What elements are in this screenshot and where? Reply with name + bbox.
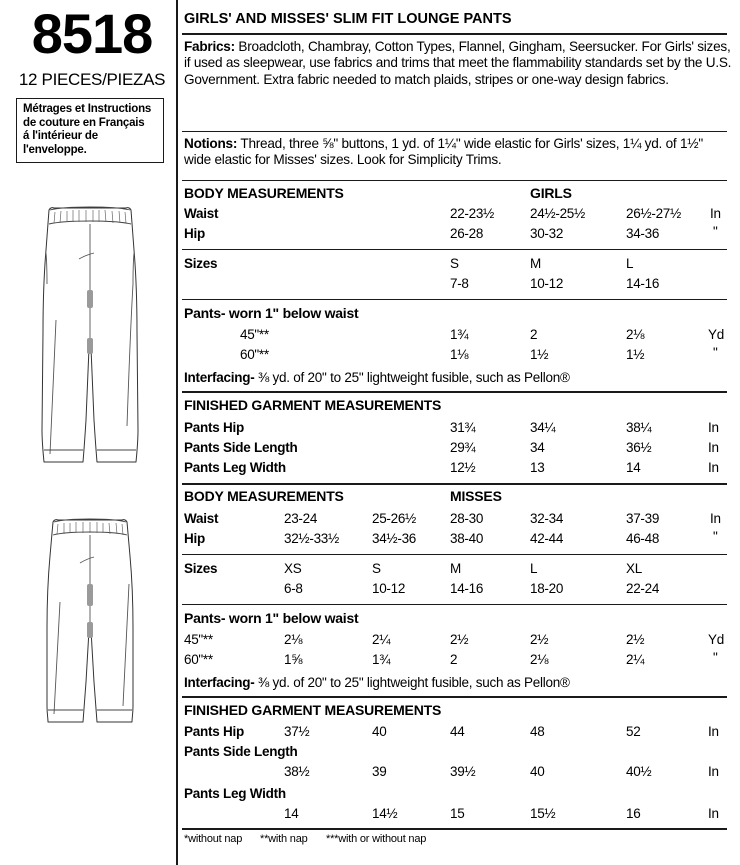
divider-misses-body xyxy=(182,554,727,555)
girls-finished-hip-unit: In xyxy=(708,420,719,435)
misses-size-code-xs: XS xyxy=(284,561,302,576)
girls-finished-leg-label: Pants Leg Width xyxy=(184,460,286,475)
misses-yardage-45-m: 2½ xyxy=(450,632,469,647)
misses-yardage-60-m: 2 xyxy=(450,652,458,667)
misses-yardage-60-l: 2⅛ xyxy=(530,652,549,667)
french-note-line-4: l'enveloppe. xyxy=(23,143,87,156)
misses-interfacing-line xyxy=(184,675,570,690)
misses-yardage-45-width xyxy=(184,632,213,647)
girls-interfacing-text: ⅜ yd. of 20" to 25" lightweight fusible, such as Pellon® xyxy=(254,370,570,385)
misses-yardage-45-s: 2¼ xyxy=(372,632,391,647)
girls-finished-hip-m: 34¼ xyxy=(530,420,556,435)
girls-yardage-60-width xyxy=(240,347,269,362)
misses-size-code-xl: XL xyxy=(626,561,642,576)
girls-interfacing-line xyxy=(184,370,570,385)
french-note-line-2: de couture en Français xyxy=(23,116,145,129)
girls-hip-m: 30-32 xyxy=(530,226,564,241)
girls-size-code-l: L xyxy=(626,256,634,271)
girls-body-measurements-heading: BODY MEASUREMENTS xyxy=(184,185,344,201)
misses-finished-hip-m: 44 xyxy=(450,724,465,739)
misses-finished-hip-xl: 52 xyxy=(626,724,641,739)
misses-yardage-60-s: 1¾ xyxy=(372,652,391,667)
girls-yardage-60-l: 1½ xyxy=(626,347,645,362)
girls-finished-leg-m: 13 xyxy=(530,460,545,475)
misses-hip-l: 42-44 xyxy=(530,531,564,546)
misses-interfacing-text: ⅜ yd. of 20" to 25" lightweight fusible, such as Pellon® xyxy=(254,675,570,690)
girls-yardage-45-unit: Yd xyxy=(708,327,724,342)
divider-girls-finished xyxy=(182,483,727,485)
girls-yardage-45-label: 45" xyxy=(240,327,259,342)
girls-size-code-m: M xyxy=(530,256,541,271)
misses-size-num-xs: 6-8 xyxy=(284,581,303,596)
girls-hip-s: 26-28 xyxy=(450,226,484,241)
girls-yardage-60-s: 1⅛ xyxy=(450,347,469,362)
girls-finished-hip-s: 31¾ xyxy=(450,420,476,435)
misses-size-code-m: M xyxy=(450,561,461,576)
girls-waist-unit: In xyxy=(710,206,721,221)
misses-group-label: MISSES xyxy=(450,488,502,504)
girls-yardage-60-m: 1½ xyxy=(530,347,549,362)
misses-finished-leg-l: 15½ xyxy=(530,806,556,821)
misses-yardage-45-l: 2½ xyxy=(530,632,549,647)
divider-girls-body xyxy=(182,249,727,250)
misses-size-code-s: S xyxy=(372,561,381,576)
girls-hip-label: Hip xyxy=(184,226,205,241)
misses-waist-xs: 23-24 xyxy=(284,511,318,526)
girls-waist-s: 22-23½ xyxy=(450,206,494,221)
misses-finished-hip-xs: 37½ xyxy=(284,724,310,739)
girls-finished-hip-l: 38¼ xyxy=(626,420,652,435)
french-instructions-box xyxy=(16,98,164,163)
divider-notions xyxy=(182,180,727,181)
girls-finished-heading: FINISHED GARMENT MEASUREMENTS xyxy=(184,397,442,413)
piece-count-label: 12 PIECES/PIEZAS xyxy=(18,70,166,89)
misses-yardage-60-width xyxy=(184,652,213,667)
girls-finished-hip-label: Pants Hip xyxy=(184,420,245,435)
girls-waist-l: 26½-27½ xyxy=(626,206,681,221)
footnote-without-nap: *without nap xyxy=(184,833,243,845)
misses-finished-hip-l: 48 xyxy=(530,724,545,739)
girls-yardage-60-star: ** xyxy=(258,347,269,362)
misses-finished-hip-s: 40 xyxy=(372,724,387,739)
misses-yardage-45-unit: Yd xyxy=(708,632,724,647)
divider-footnote xyxy=(182,828,727,830)
misses-yardage-45-star: ** xyxy=(202,632,213,647)
girls-finished-side-l: 36½ xyxy=(626,440,652,455)
misses-yardage-60-star: ** xyxy=(202,652,213,667)
misses-yardage-45-label: 45" xyxy=(184,632,203,647)
misses-finished-hip-unit: In xyxy=(708,724,719,739)
girls-size-num-m: 10-12 xyxy=(530,276,564,291)
girls-finished-side-label: Pants Side Length xyxy=(184,440,298,455)
misses-sizes-label: Sizes xyxy=(184,561,218,576)
girls-finished-side-s: 29¾ xyxy=(450,440,476,455)
misses-finished-leg-unit: In xyxy=(708,806,719,821)
misses-hip-m: 38-40 xyxy=(450,531,484,546)
girls-size-num-s: 7-8 xyxy=(450,276,469,291)
misses-finished-leg-label: Pants Leg Width xyxy=(184,786,286,801)
misses-yardage-45-xl: 2½ xyxy=(626,632,645,647)
misses-finished-leg-xl: 16 xyxy=(626,806,641,821)
pants-illustration-misses xyxy=(36,510,144,725)
misses-finished-side-xl: 40½ xyxy=(626,764,652,779)
misses-interfacing-label: Interfacing- xyxy=(184,675,255,690)
divider-girls-sizes xyxy=(182,299,727,300)
misses-finished-hip-label: Pants Hip xyxy=(184,724,245,739)
girls-waist-label: Waist xyxy=(184,206,219,221)
misses-finished-side-l: 40 xyxy=(530,764,545,779)
misses-size-num-m: 14-16 xyxy=(450,581,484,596)
notions-text: Thread, three ⅝" buttons, 1 yd. of 1¼" wide elastic for Girls' sizes, 1¼ yd. of 1½" wide elastic for Misses' sizes. Look for Simplicity Trims. xyxy=(184,136,703,168)
misses-yardage-60-unit: " xyxy=(713,650,718,665)
misses-waist-s: 25-26½ xyxy=(372,511,416,526)
girls-sizes-label: Sizes xyxy=(184,256,218,271)
misses-size-num-l: 18-20 xyxy=(530,581,564,596)
misses-yardage-heading: Pants- worn 1" below waist xyxy=(184,610,359,626)
fabrics-label: Fabrics: xyxy=(184,39,235,54)
girls-hip-unit: " xyxy=(713,224,718,239)
misses-waist-m: 28-30 xyxy=(450,511,484,526)
girls-group-label: GIRLS xyxy=(530,185,572,201)
divider-fabrics xyxy=(182,131,727,132)
girls-size-code-s: S xyxy=(450,256,459,271)
misses-hip-xl: 46-48 xyxy=(626,531,660,546)
misses-finished-leg-s: 14½ xyxy=(372,806,398,821)
fabrics-text: Broadcloth, Chambray, Cotton Types, Flannel, Gingham, Seersucker. For Girls' sizes, if used as sleepwear, use fabrics and trims that meet the flammability standards set by the U.S. Government. Extra fabric needed to match plaids, stripes or one-way design fabrics. xyxy=(184,39,732,87)
misses-hip-xs: 32½-33½ xyxy=(284,531,339,546)
fabrics-block xyxy=(184,39,732,88)
misses-yardage-60-xl: 2¼ xyxy=(626,652,645,667)
divider-girls-interfacing xyxy=(182,391,727,393)
girls-yardage-45-width xyxy=(240,327,269,342)
misses-yardage-60-xs: 1⅝ xyxy=(284,652,303,667)
french-note-line-3: á l'intérieur de xyxy=(23,130,98,143)
girls-yardage-45-m: 2 xyxy=(530,327,538,342)
girls-size-num-l: 14-16 xyxy=(626,276,660,291)
girls-yardage-45-s: 1¾ xyxy=(450,327,469,342)
girls-finished-leg-s: 12½ xyxy=(450,460,476,475)
misses-size-num-xl: 22-24 xyxy=(626,581,660,596)
left-panel xyxy=(0,0,178,865)
divider-misses-interfacing xyxy=(182,696,727,698)
misses-finished-side-xs: 38½ xyxy=(284,764,310,779)
misses-waist-xl: 37-39 xyxy=(626,511,660,526)
girls-yardage-45-star: ** xyxy=(258,327,269,342)
misses-waist-unit: In xyxy=(710,511,721,526)
girls-hip-l: 34-36 xyxy=(626,226,660,241)
misses-finished-heading: FINISHED GARMENT MEASUREMENTS xyxy=(184,702,442,718)
divider-misses-sizes xyxy=(182,604,727,605)
girls-finished-leg-unit: In xyxy=(708,460,719,475)
misses-finished-side-unit: In xyxy=(708,764,719,779)
girls-yardage-45-l: 2⅛ xyxy=(626,327,645,342)
misses-yardage-45-xs: 2⅛ xyxy=(284,632,303,647)
girls-yardage-heading: Pants- worn 1" below waist xyxy=(184,305,359,321)
misses-size-num-s: 10-12 xyxy=(372,581,406,596)
misses-finished-side-m: 39½ xyxy=(450,764,476,779)
footnote-with-nap: **with nap xyxy=(260,833,308,845)
pattern-number: 8518 xyxy=(31,2,153,65)
girls-finished-side-m: 34 xyxy=(530,440,545,455)
pants-illustration-girls xyxy=(36,198,144,466)
misses-size-code-l: L xyxy=(530,561,538,576)
misses-finished-leg-xs: 14 xyxy=(284,806,299,821)
notions-label: Notions: xyxy=(184,136,238,151)
page-title: GIRLS' AND MISSES' SLIM FIT LOUNGE PANTS xyxy=(184,11,512,27)
misses-finished-leg-m: 15 xyxy=(450,806,465,821)
misses-finished-side-label: Pants Side Length xyxy=(184,744,298,759)
girls-interfacing-label: Interfacing- xyxy=(184,370,255,385)
footnote-with-or-without-nap: ***with or without nap xyxy=(326,833,427,845)
misses-finished-side-s: 39 xyxy=(372,764,387,779)
french-note-line-1: Métrages et Instructions xyxy=(23,103,152,115)
girls-finished-side-unit: In xyxy=(708,440,719,455)
notions-block xyxy=(184,136,732,169)
right-panel xyxy=(180,0,740,865)
girls-finished-leg-l: 14 xyxy=(626,460,641,475)
misses-hip-s: 34½-36 xyxy=(372,531,416,546)
misses-waist-label: Waist xyxy=(184,511,219,526)
misses-hip-label: Hip xyxy=(184,531,205,546)
misses-body-measurements-heading: BODY MEASUREMENTS xyxy=(184,488,344,504)
girls-yardage-60-unit: " xyxy=(713,345,718,360)
misses-yardage-60-label: 60" xyxy=(184,652,203,667)
divider-title xyxy=(182,33,727,35)
misses-hip-unit: " xyxy=(713,529,718,544)
girls-waist-m: 24½-25½ xyxy=(530,206,585,221)
girls-yardage-60-label: 60" xyxy=(240,347,259,362)
misses-waist-l: 32-34 xyxy=(530,511,564,526)
